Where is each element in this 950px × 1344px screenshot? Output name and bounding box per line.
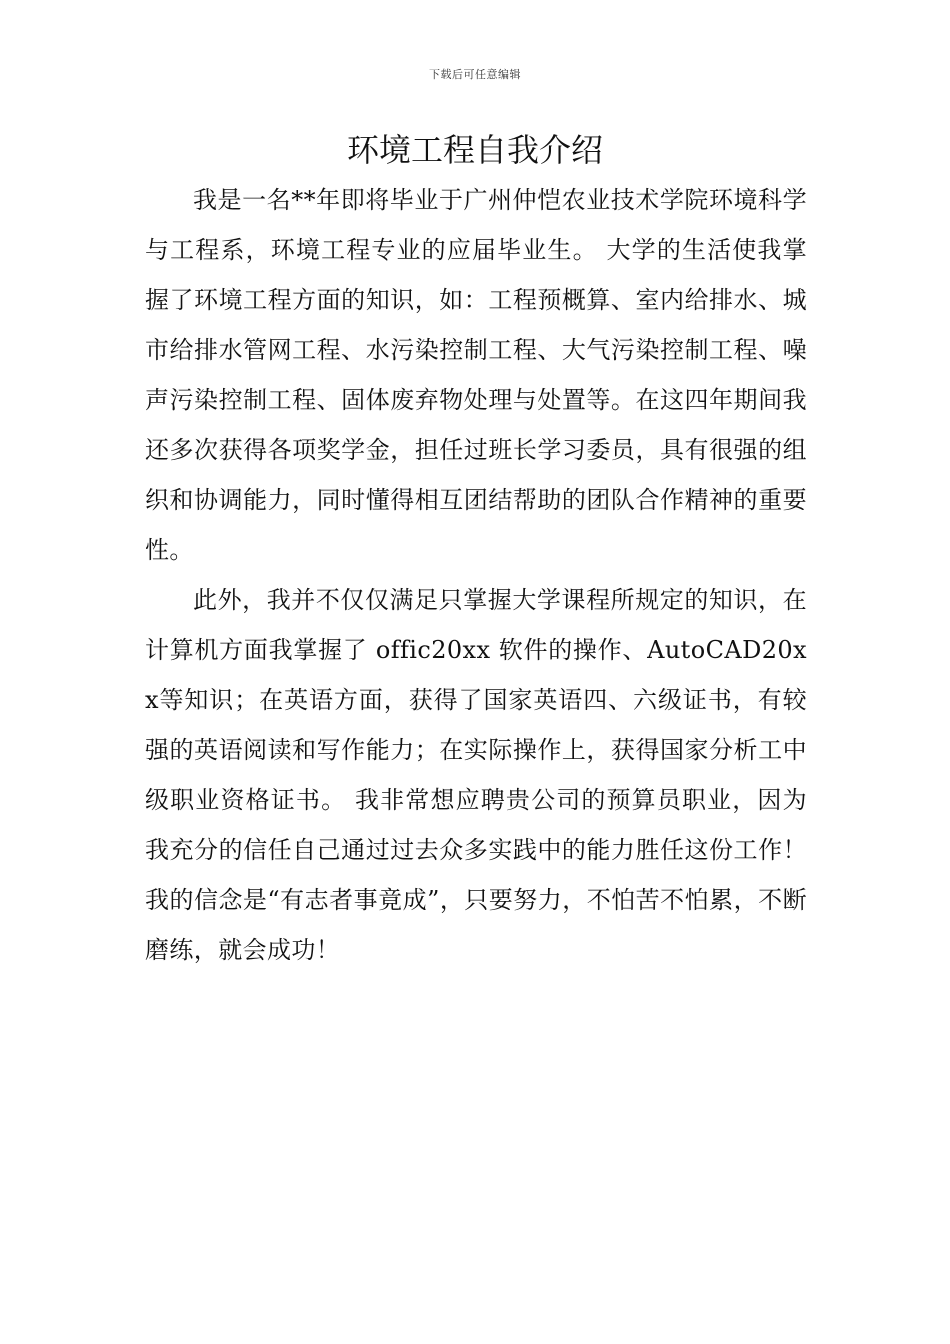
document-body: [145, 175, 807, 975]
document-title: 环境工程自我介绍: [346, 131, 603, 169]
header-note: 下载后可任意编辑: [429, 68, 521, 81]
paragraph-1: 我是一名**年即将毕业于广州仲恺农业技术学院环境科学与工程系，环境工程专业的应届毕业生。 大学的生活使我掌握了环境工程方面的知识，如：工程预概算、室内给排水、城市给排水管网工程、水污染控制工程、大气污染控制工程、噪声污染控制工程、固体废弃物处理与处置等。在这四年期间我还多次获得各项奖学金，担任过班长学习委员，具有很强的组织和协调能力，同时懂得相互团结帮助的团队合作精神的重要性。: [145, 186, 807, 564]
paragraph-2: 此外，我并不仅仅满足只掌握大学课程所规定的知识，在计算机方面我掌握了 offic20xx 软件的操作、AutoCAD20xx等知识；在英语方面，获得了国家英语四、六级证书，有较强的英语阅读和写作能力；在实际操作上，获得国家分析工中级职业资格证书。 我非常想应聘贵公司的预算员职业，因为我充分的信任自己通过过去众多实践中的能力胜任这份工作！我的信念是“有志者事竟成”，只要努力，不怕苦不怕累，不断磨练，就会成功！: [145, 586, 807, 964]
